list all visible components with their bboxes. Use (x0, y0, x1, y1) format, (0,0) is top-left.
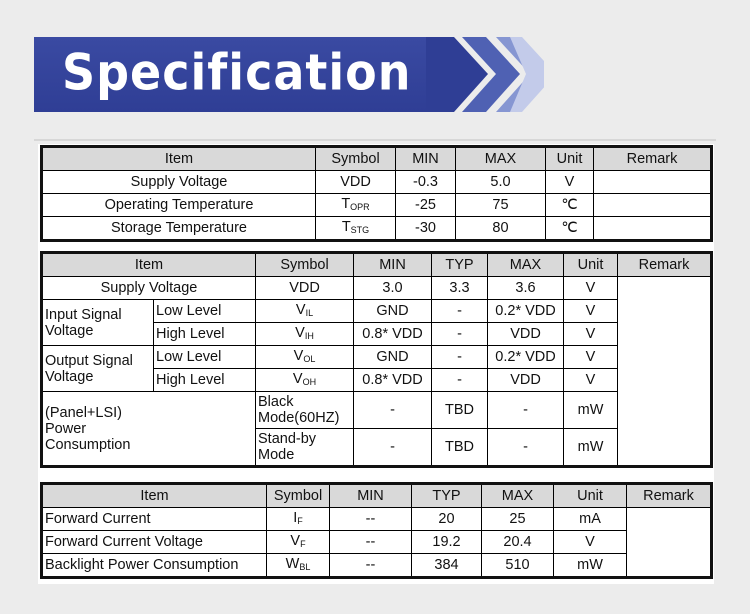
col-header: Remark (627, 484, 712, 508)
max-cell: - (488, 429, 564, 467)
unit-cell: V (546, 171, 594, 194)
col-header: Remark (618, 253, 712, 277)
typ-cell: - (432, 323, 488, 346)
min-cell: -- (330, 508, 412, 531)
table-row (42, 217, 712, 241)
min-cell: 0.8* VDD (354, 369, 432, 392)
typ-cell: 19.2 (412, 531, 482, 554)
typ-cell: TBD (432, 429, 488, 467)
symbol-cell: $I_F$ (267, 508, 330, 531)
item-cell: Backlight Power Consumption (42, 554, 267, 578)
mode-cell: Black Mode(60HZ) (256, 392, 354, 429)
col-header: MAX (488, 253, 564, 277)
unit-cell: ℃ (546, 194, 594, 217)
symbol-cell: $V_{OL}$ (256, 346, 354, 369)
table-row (42, 508, 712, 531)
unit-cell: mW (564, 429, 618, 467)
col-header: Symbol (267, 484, 330, 508)
col-header: MIN (396, 147, 456, 171)
item-cell: Operating Temperature (42, 194, 316, 217)
min-cell: -25 (396, 194, 456, 217)
banner-title: Specification (62, 43, 412, 102)
col-header: Unit (564, 253, 618, 277)
col-header: Item (42, 484, 267, 508)
col-header: MIN (354, 253, 432, 277)
col-header: Item (42, 147, 316, 171)
remark-cell (594, 194, 712, 217)
typ-cell: 3.3 (432, 277, 488, 300)
symbol-cell: $T_{STG}$ (316, 217, 396, 241)
unit-cell: ℃ (546, 217, 594, 241)
input-signal-label: Input Signal Voltage (42, 300, 154, 346)
unit-cell: V (564, 323, 618, 346)
unit-cell: mA (554, 508, 627, 531)
min-cell: -- (330, 554, 412, 578)
symbol-cell: $V_{OH}$ (256, 369, 354, 392)
min-cell: - (354, 392, 432, 429)
col-header: Remark (594, 147, 712, 171)
min-cell: - (354, 429, 432, 467)
col-header: Symbol (256, 253, 354, 277)
table-row (42, 531, 712, 554)
max-cell: 5.0 (456, 171, 546, 194)
table-row (42, 171, 712, 194)
remark-cell (594, 217, 712, 241)
unit-cell: V (564, 277, 618, 300)
col-header: Unit (554, 484, 627, 508)
level-cell: High Level (154, 369, 256, 392)
typ-cell: - (432, 300, 488, 323)
power-consumption-label: (Panel+LSI) Power Consumption (42, 392, 256, 467)
typ-cell: - (432, 369, 488, 392)
min-cell: 3.0 (354, 277, 432, 300)
symbol-cell: VDD (316, 171, 396, 194)
max-cell: VDD (488, 369, 564, 392)
min-cell: GND (354, 300, 432, 323)
col-header: Item (42, 253, 256, 277)
symbol-cell: $V_{IL}$ (256, 300, 354, 323)
table-row (42, 277, 712, 300)
absolute-ratings-table (40, 145, 713, 242)
symbol-cell: $W_{BL}$ (267, 554, 330, 578)
min-cell: -0.3 (396, 171, 456, 194)
col-header: Unit (546, 147, 594, 171)
backlight-table (40, 482, 713, 579)
symbol-cell: VDD (256, 277, 354, 300)
unit-cell: V (554, 531, 627, 554)
unit-cell: mW (564, 392, 618, 429)
item-cell: Forward Current Voltage (42, 531, 267, 554)
unit-cell: V (564, 346, 618, 369)
table-row (42, 194, 712, 217)
remark-cell (627, 508, 712, 578)
electrical-characteristics-table (40, 251, 713, 468)
level-cell: High Level (154, 323, 256, 346)
item-cell: Supply Voltage (42, 171, 316, 194)
min-cell: -- (330, 531, 412, 554)
max-cell: 510 (482, 554, 554, 578)
max-cell: - (488, 392, 564, 429)
col-header: MAX (482, 484, 554, 508)
col-header: Symbol (316, 147, 396, 171)
remark-cell (594, 171, 712, 194)
level-cell: Low Level (154, 300, 256, 323)
typ-cell: 20 (412, 508, 482, 531)
item-cell: Storage Temperature (42, 217, 316, 241)
col-header: TYP (412, 484, 482, 508)
table-row (42, 392, 712, 429)
table-row (42, 554, 712, 578)
table-row (42, 300, 712, 323)
col-header: MAX (456, 147, 546, 171)
symbol-cell: $V_{IH}$ (256, 323, 354, 346)
output-signal-label: Output Signal Voltage (42, 346, 154, 392)
unit-cell: V (564, 300, 618, 323)
max-cell: 3.6 (488, 277, 564, 300)
max-cell: 0.2* VDD (488, 300, 564, 323)
symbol-cell: $T_{OPR}$ (316, 194, 396, 217)
table-header-row (42, 484, 712, 508)
typ-cell: - (432, 346, 488, 369)
typ-cell: 384 (412, 554, 482, 578)
max-cell: 25 (482, 508, 554, 531)
chevron-arrows-icon (34, 37, 544, 117)
table-header-row (42, 253, 712, 277)
mode-cell: Stand-by Mode (256, 429, 354, 467)
min-cell: 0.8* VDD (354, 323, 432, 346)
unit-cell: V (564, 369, 618, 392)
level-cell: Low Level (154, 346, 256, 369)
typ-cell: TBD (432, 392, 488, 429)
min-cell: -30 (396, 217, 456, 241)
spec-banner (34, 37, 544, 117)
unit-cell: mW (554, 554, 627, 578)
table-row (42, 346, 712, 369)
remark-cell (618, 277, 712, 467)
table-header-row (42, 147, 712, 171)
max-cell: 80 (456, 217, 546, 241)
col-header: TYP (432, 253, 488, 277)
item-cell: Forward Current (42, 508, 267, 531)
max-cell: 20.4 (482, 531, 554, 554)
header-divider (34, 139, 716, 141)
col-header: MIN (330, 484, 412, 508)
symbol-cell: $V_F$ (267, 531, 330, 554)
max-cell: VDD (488, 323, 564, 346)
max-cell: 75 (456, 194, 546, 217)
item-cell: Supply Voltage (42, 277, 256, 300)
min-cell: GND (354, 346, 432, 369)
max-cell: 0.2* VDD (488, 346, 564, 369)
